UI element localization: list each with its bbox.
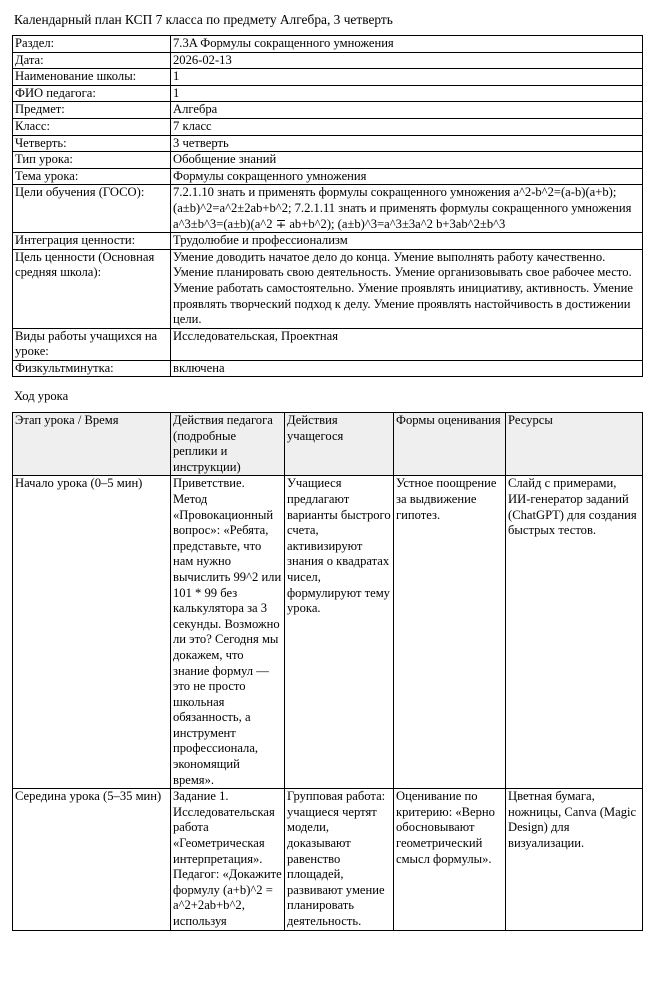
lesson-info-table (12, 35, 643, 377)
lesson-steps-table (12, 412, 643, 931)
header-student-actions: Действия учащегося (285, 413, 394, 476)
cell-assessment-forms: Устное поощрение за выдвижение гипотез. (394, 476, 506, 789)
table-row (13, 789, 643, 930)
info-label: Виды работы учащихся на уроке: (13, 328, 171, 360)
info-label: Дата: (13, 52, 171, 69)
info-value: включена (171, 360, 643, 377)
info-value: 2026-02-13 (171, 52, 643, 69)
info-value: 3 четверть (171, 135, 643, 152)
info-row (13, 328, 643, 360)
info-label: Интеграция ценности: (13, 233, 171, 250)
cell-student-actions: Учащиеся предлагают варианты быстрого счета, активизируют знания о квадратах чисел, формулируют тему урока. (285, 476, 394, 789)
info-row (13, 102, 643, 119)
info-row (13, 135, 643, 152)
info-value: 1 (171, 85, 643, 102)
info-value: 7.2.1.10 знать и применять формулы сокращенного умножения a^2-b^2=(a-b)(a+b); (a±b)^2=a^2±2ab+b^2; 7.2.1.11 знать и применять формулы сокращенного умножения a^3±b^3=(a±b)(a^2 ∓ ab+b^2); (a±b)^3=a^3±3a^2 b+3ab^2±b^3 (171, 185, 643, 233)
cell-stage-time: Середина урока (5–35 мин) (13, 789, 171, 930)
info-value: Формулы сокращенного умножения (171, 168, 643, 185)
info-row (13, 360, 643, 377)
cell-student-actions: Групповая работа: учащиеся чертят модели, доказывают равенство площадей, развивают умение планировать деятельность. (285, 789, 394, 930)
info-value: Исследовательская, Проектная (171, 328, 643, 360)
info-value: Алгебра (171, 102, 643, 119)
cell-stage-time: Начало урока (0–5 мин) (13, 476, 171, 789)
info-label: Класс: (13, 118, 171, 135)
cell-assessment-forms: Оценивание по критерию: «Верно обосновывают геометрический смысл формулы». (394, 789, 506, 930)
info-row (13, 85, 643, 102)
info-label: Физкультминутка: (13, 360, 171, 377)
info-value: 7 класс (171, 118, 643, 135)
info-value: Трудолюбие и профессионализм (171, 233, 643, 250)
info-label: Раздел: (13, 36, 171, 53)
info-label: Тип урока: (13, 152, 171, 169)
cell-teacher-actions: Приветствие. Метод «Провокационный вопрос»: «Ребята, представьте, что нам нужно вычислить 99^2 или 101 * 99 без калькулятора за 3 секунды. Возможно ли это? Сегодня мы докажем, что знание формул — это не просто школьная обязанность, а инструмент профессионала, экономящий время». (171, 476, 285, 789)
cell-resources: Цветная бумага, ножницы, Canva (Magic Design) для визуализации. (506, 789, 643, 930)
table-row (13, 476, 643, 789)
header-assessment-forms: Формы оценивания (394, 413, 506, 476)
document-title: Календарный план КСП 7 класса по предмету Алгебра, 3 четверть (14, 12, 393, 27)
info-row (13, 185, 643, 233)
info-label: Предмет: (13, 102, 171, 119)
info-label: Тема урока: (13, 168, 171, 185)
info-row (13, 118, 643, 135)
info-row (13, 249, 643, 328)
lesson-flow-heading: Ход урока (14, 389, 69, 403)
info-row (13, 36, 643, 53)
header-teacher-actions: Действия педагога (подробные реплики и инструкции) (171, 413, 285, 476)
info-row (13, 152, 643, 169)
info-value: 1 (171, 69, 643, 86)
info-row (13, 52, 643, 69)
info-value: Обобщение знаний (171, 152, 643, 169)
info-row (13, 233, 643, 250)
header-resources: Ресурсы (506, 413, 643, 476)
info-label: ФИО педагога: (13, 85, 171, 102)
info-label: Наименование школы: (13, 69, 171, 86)
info-label: Цель ценности (Основная средняя школа): (13, 249, 171, 328)
info-row (13, 168, 643, 185)
header-stage-time: Этап урока / Время (13, 413, 171, 476)
cell-teacher-actions: Задание 1. Исследовательская работа «Геометрическая интерпретация». Педагог: «Докажите формулу (a+b)^2 = a^2+2ab+b^2, используя (171, 789, 285, 930)
steps-header-row (13, 413, 643, 476)
info-value: 7.3A Формулы сокращенного умножения (171, 36, 643, 53)
cell-resources: Слайд с примерами, ИИ-генератор заданий (ChatGPT) для создания быстрых тестов. (506, 476, 643, 789)
info-value: Умение доводить начатое дело до конца. Умение выполнять работу качественно. Умение планировать свою деятельность. Умение организовывать свое рабочее место. Умение работать самостоятельно. Умение проявлять инициативу, активность. Умение проявлять творческий подход к делу. Умение проявлять настойчивость в достижении цели. (171, 249, 643, 328)
info-label: Цели обучения (ГОСО): (13, 185, 171, 233)
info-label: Четверть: (13, 135, 171, 152)
info-row (13, 69, 643, 86)
